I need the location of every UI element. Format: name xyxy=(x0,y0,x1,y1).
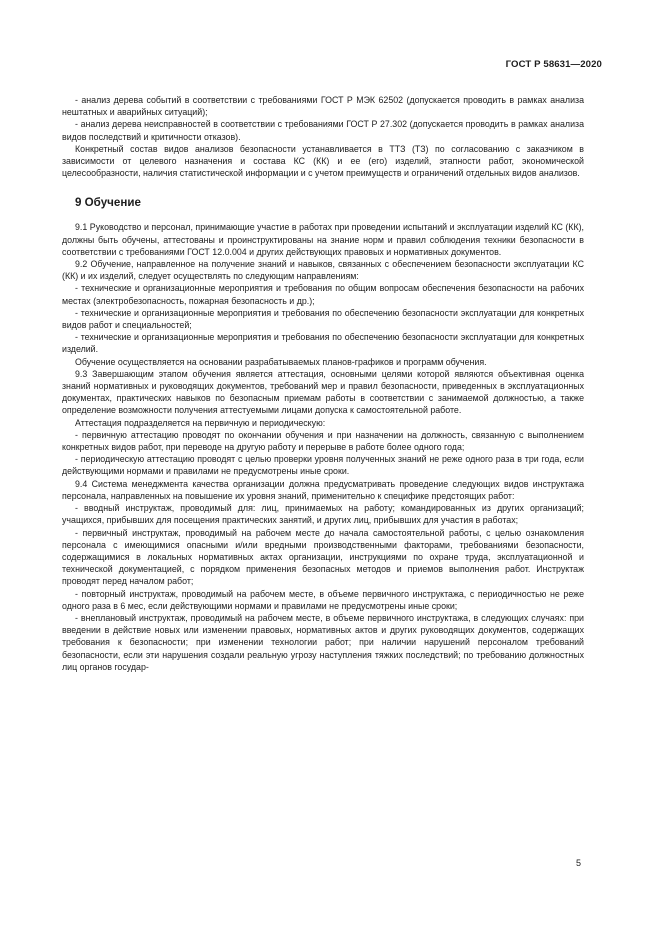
section-paragraph: 9.3 Завершающим этапом обучения является аттестация, основными целями которой являются объективная оценка знаний нормативных и руководящих документов, требований мер и правил безопасности, приведенных в эксплуатационных документах, практических навыков по безопасным приемам работы в соответствии с занимаемой должностью, а также определение возможности получения аттестуемыми лицами допуска к самостоятельной работе. xyxy=(62,368,584,416)
section-list-item: - технические и организационные мероприятия и требования по обеспечению безопасности эксплуатации для конкретных видов работ и специальностей; xyxy=(62,307,584,331)
page-body xyxy=(62,94,584,673)
section-title: 9 Обучение xyxy=(75,196,141,210)
section-list-item: - первичный инструктаж, проводимый на рабочем месте до начала самостоятельной работы, с целью ознакомления персонала с имеющимися опасными и/или вредными производственными факторами, требованиями безопасности, содержащимися в локальных нормативных актах организации, инструкциями по охране труда, эксплуатационной и технической документацией, с порядком применения безопасных методов и приемов выполнения работ. Инструктаж проводят перед началом работ; xyxy=(62,527,584,587)
intro-paragraph: - анализ дерева событий в соответствии с требованиями ГОСТ Р МЭК 62502 (допускается проводить в рамках анализа нештатных и аварийных ситуаций); xyxy=(62,95,584,118)
section-paragraph: 9.2 Обучение, направленное на получение знаний и навыков, связанных с обеспечением безопасности эксплуатации КС (КК) и их изделий, следует осуществлять по следующим направлениям: xyxy=(62,259,584,282)
section-list-item: - периодическую аттестацию проводят с целью проверки уровня полученных знаний не реже одного раза в три года, если действующими нормами и правилами не предусмотрены иные сроки. xyxy=(62,454,584,477)
section-list-item: - вводный инструктаж, проводимый для: лиц, принимаемых на работу; командированных из других организаций; учащихся, прибывших для посещения практических занятий, и других лиц, прибывших для участия в работах; xyxy=(62,503,584,526)
section-paragraph: 9.1 Руководство и персонал, принимающие участие в работах при проведении испытаний и эксплуатации изделий КС (КК), должны быть обучены, аттестованы и проинструктированы на знание норм и правил соблюдения техники безопасности в соответствии с требованиями ГОСТ 12.0.004 и других действующих правовых и нормативных документов. xyxy=(62,222,584,257)
intro-paragraph: Конкретный состав видов анализов безопасности устанавливается в ТТЗ (ТЗ) по согласованию с заказчиком в зависимости от целевого назначения и состава КС (КК) и ее (его) изделий, этапности работ, экономической целесообразности, наличия статистической информации и с учетом преимуществ и ограничений отдельных видов анализов. xyxy=(62,143,584,179)
page-number: 5 xyxy=(575,858,581,868)
section-list-item: - первичную аттестацию проводят по окончании обучения и при назначении на должность, связанную с выполнением конкретных видов работ, при переводе на другую работу и перерыве в работе более одного года; xyxy=(62,429,584,453)
intro-paragraph: - анализ дерева неисправностей в соответствии с требованиями ГОСТ Р 27.302 (допускается проводить в рамках анализа видов последствий и критичности отказов). xyxy=(62,119,584,142)
section-list-item: - внеплановый инструктаж, проводимый на рабочем месте, в объеме первичного инструктажа, в следующих случаях: при введении в действие новых или изменении правовых, нормативных актов и других руководящих документов, содержащих требования к безопасности; при изменении технологии работ; при наличии нарушений персоналом требований безопасности, если эти нарушения создали реальную угрозу наступления тяжких последствий; по требованию должностных лиц органов государ- xyxy=(62,612,584,672)
section-paragraph: Аттестация подразделяется на первичную и периодическую: xyxy=(75,417,326,428)
section-paragraph: 9.4 Система менеджмента качества организации должна предусматривать проведение следующих видов инструктажа персонала, направленных на повышение их уровня знаний, применительно к специфике предстоящих работ: xyxy=(62,478,584,501)
document-header: ГОСТ Р 58631—2020 xyxy=(505,59,602,70)
section-list-item: - технические и организационные мероприятия и требования по обеспечению безопасности эксплуатации для конкретных изделий. xyxy=(62,332,584,355)
section-list-item: - повторный инструктаж, проводимый на рабочем месте, в объеме первичного инструктажа, с периодичностью не реже одного раза в 6 мес, если действующими нормами и правилами не предусмотрены иные сроки; xyxy=(62,588,584,611)
section-list-item: - технические и организационные мероприятия и требования по общим вопросам обеспечения безопасности на рабочих местах (электробезопасность, пожарная безопасность и др.); xyxy=(62,283,584,306)
section-paragraph: Обучение осуществляется на основании разрабатываемых планов-графиков и программ обучения. xyxy=(75,356,487,367)
